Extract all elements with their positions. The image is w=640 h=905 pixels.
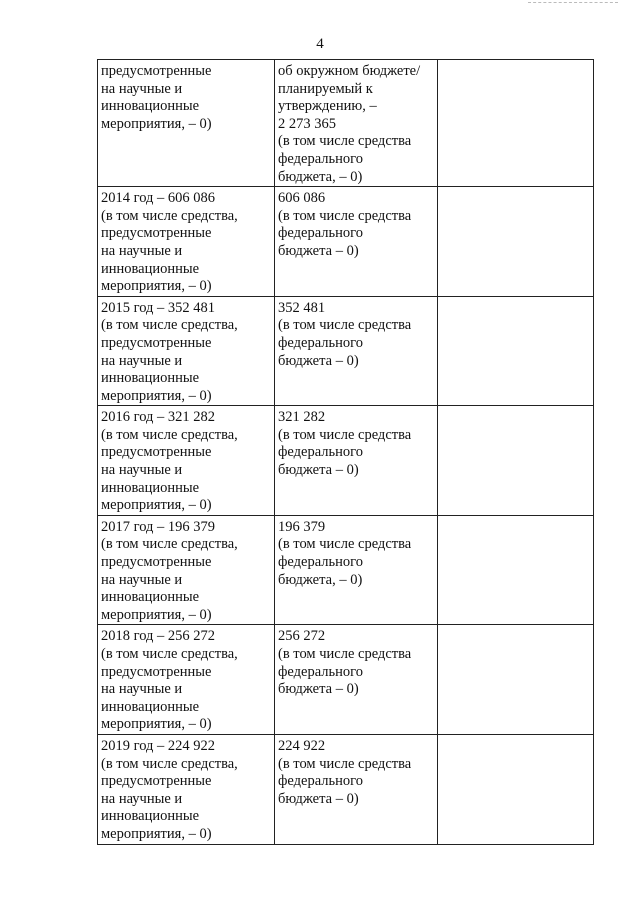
table-row	[98, 296, 594, 406]
scan-edge-mark	[528, 2, 618, 4]
period-total-cell: 2014 год – 606 086 (в том числе средства, предусмотренные на научные и инновационные мероприятия, – 0)	[98, 187, 275, 297]
empty-cell	[438, 60, 594, 187]
empty-cell	[438, 296, 594, 406]
district-budget-cell: 256 272 (в том числе средства федерального бюджета – 0)	[275, 625, 438, 735]
district-budget-cell: 352 481 (в том числе средства федерального бюджета – 0)	[275, 296, 438, 406]
period-total-cell: предусмотренные на научные и инновационные мероприятия, – 0)	[98, 60, 275, 187]
district-budget-cell: об окружном бюджете/ планируемый к утверждению, – 2 273 365 (в том числе средства федерального бюджета, – 0)	[275, 60, 438, 187]
period-total-cell: 2019 год – 224 922 (в том числе средства, предусмотренные на научные и инновационные мероприятия, – 0)	[98, 734, 275, 844]
empty-cell	[438, 625, 594, 735]
empty-cell	[438, 406, 594, 516]
empty-cell	[438, 515, 594, 625]
table-row	[98, 60, 594, 187]
district-budget-cell: 321 282 (в том числе средства федерального бюджета – 0)	[275, 406, 438, 516]
empty-cell	[438, 187, 594, 297]
period-total-cell: 2016 год – 321 282 (в том числе средства, предусмотренные на научные и инновационные мероприятия, – 0)	[98, 406, 275, 516]
district-budget-cell: 196 379 (в том числе средства федерального бюджета, – 0)	[275, 515, 438, 625]
district-budget-cell: 606 086 (в том числе средства федерального бюджета – 0)	[275, 187, 438, 297]
table-row	[98, 734, 594, 844]
funding-table	[97, 59, 594, 845]
period-total-cell: 2017 год – 196 379 (в том числе средства, предусмотренные на научные и инновационные мероприятия, – 0)	[98, 515, 275, 625]
table-row	[98, 406, 594, 516]
period-total-cell: 2015 год – 352 481 (в том числе средства, предусмотренные на научные и инновационные мероприятия, – 0)	[98, 296, 275, 406]
district-budget-cell: 224 922 (в том числе средства федерального бюджета – 0)	[275, 734, 438, 844]
table-row	[98, 187, 594, 297]
period-total-cell: 2018 год – 256 272 (в том числе средства, предусмотренные на научные и инновационные мероприятия, – 0)	[98, 625, 275, 735]
table-row	[98, 515, 594, 625]
table-row	[98, 625, 594, 735]
page-number: 4	[316, 36, 324, 52]
empty-cell	[438, 734, 594, 844]
